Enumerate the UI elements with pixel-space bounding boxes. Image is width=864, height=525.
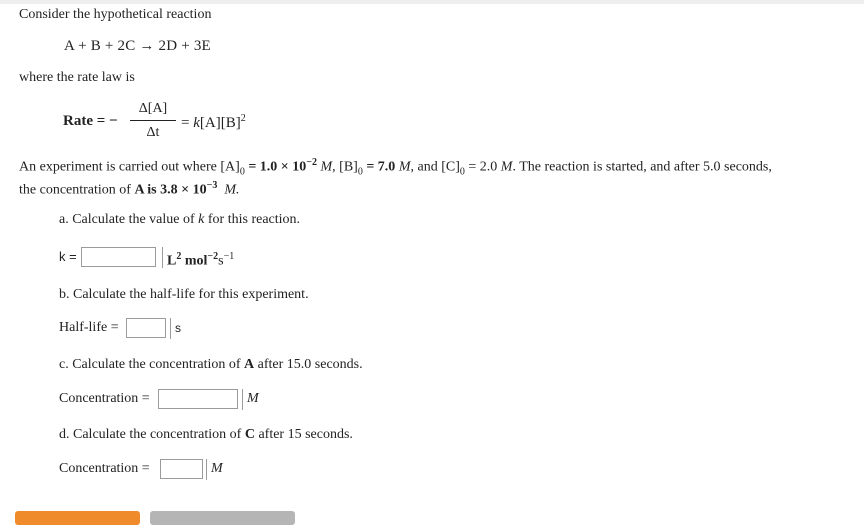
part-d-unit: M <box>206 459 223 480</box>
part-a-label: k = <box>59 249 77 264</box>
intro-text: Consider the hypothetical reaction <box>19 7 212 22</box>
exp-text-4: = 7.0 <box>362 159 399 175</box>
part-b-question: b. Calculate the half-life for this experiment. <box>59 287 309 302</box>
part-a-question <box>59 212 300 228</box>
part-c-unit: M <box>242 389 259 410</box>
part-c-q-suffix: after 15.0 seconds. <box>254 357 363 372</box>
unit-l: L <box>167 253 177 269</box>
part-a-unit <box>162 247 234 268</box>
unit-mol: mol <box>181 253 208 269</box>
exp-text-7: . The reaction is started, and after 5.0 seconds, <box>512 159 772 175</box>
rate-label: Rate = − <box>63 113 118 129</box>
rate-law-lhs <box>63 113 118 130</box>
exp2-text-2: is 3.8 × 10 <box>143 182 207 198</box>
exp-text-5: , and [C] <box>410 159 460 175</box>
exp-unit-m2: M <box>398 159 411 175</box>
secondary-action-button[interactable] <box>150 511 295 525</box>
part-d-q-var: C <box>244 427 255 442</box>
rate-fraction <box>130 100 176 142</box>
part-d-input[interactable] <box>160 459 203 479</box>
part-c-q-var: A <box>244 357 255 372</box>
part-c-question <box>59 357 363 373</box>
part-d-q-prefix: d. Calculate the concentration of <box>59 427 245 442</box>
exp-text-3: , [B] <box>332 159 358 175</box>
part-d-question <box>59 427 353 443</box>
part-a-input[interactable] <box>81 247 156 267</box>
top-divider <box>0 0 864 4</box>
exp-sub-c: 0 <box>459 166 465 178</box>
part-d-label: Concentration = <box>59 461 150 476</box>
exp-text-1: An experiment is carried out where [A] <box>19 159 240 175</box>
experiment-line-1 <box>19 157 772 177</box>
part-a-q-prefix: a. Calculate the value of <box>59 212 199 227</box>
exp-unit-m1: M <box>320 159 333 175</box>
exp2-unit: M. <box>224 182 240 198</box>
exp-sub-a: 0 <box>239 166 245 178</box>
exp2-text-1: the concentration of <box>19 182 135 198</box>
submit-answer-button[interactable] <box>15 511 140 525</box>
fraction-bar <box>130 120 176 121</box>
rate-law-body: [A][B] <box>199 115 241 131</box>
exp-text-6: = 2.0 <box>464 159 501 175</box>
exp-sub-b: 0 <box>357 166 363 178</box>
exp-text-2: = 1.0 × 10 <box>244 159 307 175</box>
exp-exp-1: −2 <box>306 157 317 168</box>
unit-l-exp: 2 <box>176 251 182 262</box>
unit-mol-exp: −2 <box>207 251 219 262</box>
rate-law-intro: where the rate law is <box>19 70 135 85</box>
part-d-q-suffix: after 15 seconds. <box>254 427 353 442</box>
fraction-denominator: Δt <box>146 125 160 140</box>
part-a-q-suffix: for this reaction. <box>204 212 301 227</box>
experiment-line-2 <box>19 180 240 199</box>
part-c-input[interactable] <box>158 389 238 409</box>
rate-law-exponent: 2 <box>240 113 246 124</box>
exp2-species: A <box>134 182 144 198</box>
part-a-q-var: k <box>198 212 205 227</box>
equals-sign: = <box>181 115 194 131</box>
unit-s: s <box>218 253 224 269</box>
part-c-q-prefix: c. Calculate the concentration of <box>59 357 245 372</box>
exp-unit-m3: M <box>500 159 513 175</box>
part-b-label: Half-life = <box>59 320 119 335</box>
rate-law-rhs <box>181 113 246 132</box>
part-b-unit: s <box>170 318 181 339</box>
part-b-input[interactable] <box>126 318 166 338</box>
reaction-equation: A + B + 2C → 2D + 3E <box>64 38 211 54</box>
unit-s-exp: −1 <box>223 251 235 262</box>
part-c-label: Concentration = <box>59 391 150 406</box>
rate-constant-symbol: k <box>193 115 200 131</box>
exp2-exponent: −3 <box>206 180 218 191</box>
fraction-numerator: Δ[A] <box>138 101 168 116</box>
